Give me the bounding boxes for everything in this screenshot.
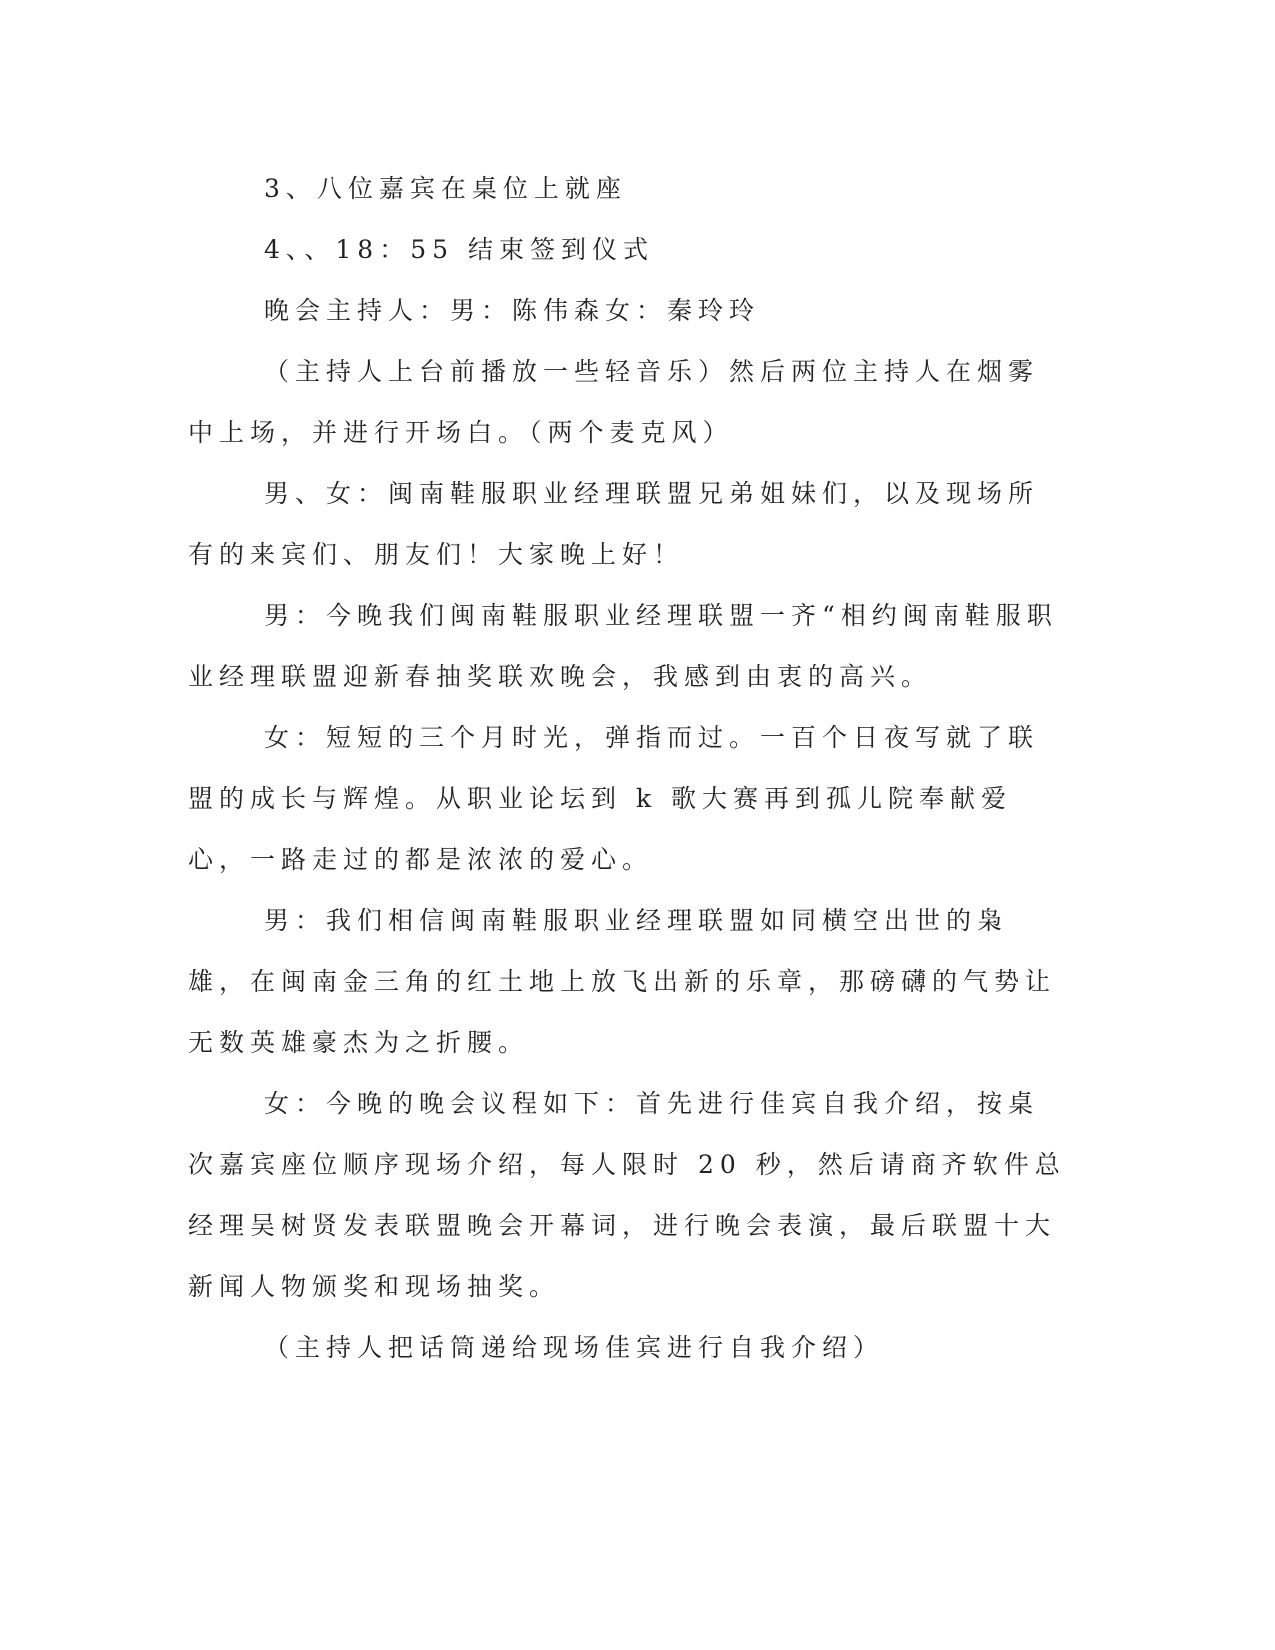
paragraph-hosts: 晚会主持人：男：陈伟森女：秦玲玲 xyxy=(264,296,761,325)
paragraph-signin-end: 4、、18：55 结束签到仪式 xyxy=(264,235,654,264)
paragraph-female-host-1: 女：短短的三个月时光，弹指而过。一百个日夜写就了联盟的成长与辉煌。从职业论坛到 k 歌大赛再到孤儿院奉献爱心，一路走过的都是浓浓的爱心。 xyxy=(188,723,1040,874)
paragraph-seating: 3、八位嘉宾在桌位上就座 xyxy=(264,174,627,203)
paragraph-self-intro: （主持人把话筒递给现场佳宾进行自我介绍） xyxy=(264,1333,885,1362)
paragraph-greeting: 男、女：闽南鞋服职业经理联盟兄弟姐妹们，以及现场所有的来宾们、朋友们！大家晚上好！ xyxy=(188,479,1040,569)
document-body xyxy=(188,158,1068,1378)
paragraph-agenda: 女：今晚的晚会议程如下：首先进行佳宾自我介绍，按桌次嘉宾座位顺序现场介绍，每人限时 20 秒，然后请商齐软件总经理吴树贤发表联盟晚会开幕词，进行晚会表演，最后联盟十大新闻人物颁奖和现场抽奖。 xyxy=(188,1089,1066,1301)
paragraph-male-host-2: 男：我们相信闽南鞋服职业经理联盟如同横空出世的枭雄，在闽南金三角的红土地上放飞出新的乐章，那磅礴的气势让无数英雄豪杰为之折腰。 xyxy=(188,906,1057,1057)
paragraph-male-host-1: 男：今晚我们闽南鞋服职业经理联盟一齐“相约闽南鞋服职业经理联盟迎新春抽奖联欢晚会，我感到由衷的高兴。 xyxy=(188,601,1058,691)
paragraph-hosts-entrance: （主持人上台前播放一些轻音乐）然后两位主持人在烟雾中上场，并进行开场白。（两个麦克风） xyxy=(188,357,1040,447)
